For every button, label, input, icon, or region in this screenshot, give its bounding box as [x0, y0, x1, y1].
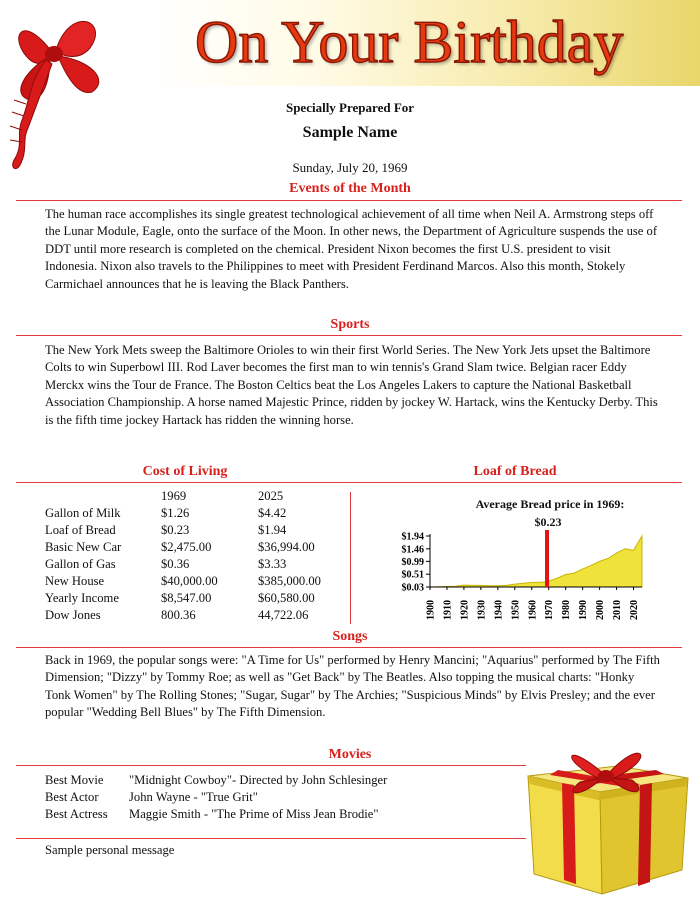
cost-2025-value: $3.33 [258, 557, 287, 571]
x-tick-label: 2020 [629, 600, 641, 620]
x-tick-label: 1930 [476, 600, 488, 620]
x-tick-label: 1990 [578, 600, 590, 620]
events-text: The human race accomplishes its single greatest technological achievement of all time when Neil A. Armstrong steps off the Lunar Module, Eagle, onto the surface of the Moon. In other news, the Department of Agriculture suspends the use of DDT until more research is completed on the chemical. President Nixon becomes the first U.S. president to visit Indonesia. Nixon also travels to the Philippines to meet with President Ferdinand Marcos. Also this month, Stokely Carmichael announces that he is leaving the Black Panthers. [45, 207, 658, 291]
divider [16, 482, 682, 483]
cost-2025-value: $1.94 [258, 523, 287, 537]
x-tick-label: 2010 [612, 600, 624, 620]
cost-1969-value: $0.36 [161, 557, 190, 571]
personal-message: Sample personal message [45, 843, 175, 857]
bread-chart-title: Average Bread price in 1969: [475, 497, 625, 511]
cost-2025-value: 44,722.06 [258, 608, 309, 622]
y-tick-label: $1.46 [401, 544, 424, 556]
cost-2025-value: $385,000.00 [258, 574, 321, 588]
cost-item-label: Yearly Income [45, 591, 119, 605]
x-tick-label: 2000 [595, 600, 607, 620]
bread-1969-highlight-bar [545, 530, 549, 587]
x-tick-label: 1970 [544, 600, 556, 620]
movies-heading: Movies [328, 747, 372, 762]
column-header-now: 2025 [258, 489, 284, 503]
movie-award-label: Best Actor [45, 790, 99, 804]
cost-item-label: New House [45, 574, 105, 588]
cost-2025-value: $4.42 [258, 506, 287, 520]
movie-award-label: Best Movie [45, 773, 104, 787]
cost-item-label: Dow Jones [45, 608, 101, 622]
movie-award-label: Best Actress [45, 807, 108, 821]
cost-1969-value: $8,547.00 [161, 591, 212, 605]
ribbon-bow-icon [0, 0, 120, 185]
songs-heading: Songs [332, 629, 368, 644]
column-header-then: 1969 [161, 489, 187, 503]
divider [16, 647, 682, 648]
divider [16, 200, 682, 201]
cost-1969-value: $0.23 [161, 523, 190, 537]
songs-text: Back in 1969, the popular songs were: "A Time for Us" performed by Henry Mancini; "Aquarius" performed by The Fifth Dimension; "Dizzy" by Tommy Roe; as well as "Get Back" by The Beatles. Also topping the musical charts: "Honky Tonk Women" by The Rolling Stones; "Sugar, Sugar" by The Archies; "Suspicious Minds" by Elvis Presley; and the ever popular "Wedding Bell Blues" by The Fifth Dimension. [45, 653, 660, 720]
cost-item-label: Gallon of Gas [45, 557, 116, 571]
movie-award-value: Maggie Smith - "The Prime of Miss Jean Brodie" [129, 807, 379, 821]
page-title: On Your Birthday [195, 9, 624, 75]
movies-list [45, 772, 525, 832]
x-tick-label: 1950 [510, 600, 522, 620]
cost-1969-value: 800.36 [161, 608, 196, 622]
sports-heading: Sports [330, 317, 370, 332]
x-tick-label: 1900 [425, 600, 437, 620]
recipient-name: Sample Name [302, 124, 398, 141]
gift-box-icon [522, 738, 692, 900]
y-tick-label: $0.51 [401, 569, 424, 581]
x-tick-label: 1960 [527, 600, 539, 620]
sports-text: The New York Mets sweep the Baltimore Orioles to win their first World Series. The New York Jets upset the Baltimore Colts to win Superbowl III. Rod Laver becomes the first man to win tennis's Grand Slam twice. Belgian racer Eddy Merckx wins the Tour de France. The Boston Celtics beat the Los Angeles Lakers to capture the National Basketball Association Championship. A horse named Majestic Prince, ridden by jockey W. Hartack, wins the Kentucky Derby. This is the fifth time jockey Hartack has ridden the winning horse. [45, 343, 658, 427]
bread-price-chart [390, 528, 650, 624]
cost-1969-value: $40,000.00 [161, 574, 218, 588]
cost-item-label: Gallon of Milk [45, 506, 121, 520]
y-tick-label: $0.99 [401, 556, 424, 568]
prepared-for-label: Specially Prepared For [285, 100, 415, 115]
cost-of-living-table [45, 488, 345, 628]
bread-highlight-label: $0.23 [534, 515, 562, 529]
movie-award-value: "Midnight Cowboy"- Directed by John Schlesinger [129, 773, 388, 787]
column-divider [350, 492, 351, 624]
loaf-of-bread-heading: Loaf of Bread [473, 464, 557, 479]
cost-1969-value: $1.26 [161, 506, 190, 520]
x-tick-label: 1920 [459, 600, 471, 620]
divider [16, 765, 526, 766]
cost-2025-value: $36,994.00 [258, 540, 315, 554]
birth-date: Sunday, July 20, 1969 [292, 160, 408, 175]
x-tick-label: 1910 [442, 600, 454, 620]
divider [16, 335, 682, 336]
cost-item-label: Loaf of Bread [45, 523, 116, 537]
movie-award-value: John Wayne - "True Grit" [129, 790, 258, 804]
bread-price-area [430, 536, 642, 587]
divider [16, 838, 526, 839]
cost-item-label: Basic New Car [45, 540, 122, 554]
cost-2025-value: $60,580.00 [258, 591, 315, 605]
y-tick-label: $1.94 [401, 531, 424, 543]
y-tick-label: $0.03 [401, 582, 424, 594]
x-tick-label: 1980 [561, 600, 573, 620]
cost-1969-value: $2,475.00 [161, 540, 212, 554]
cost-of-living-heading: Cost of Living [142, 464, 228, 479]
x-tick-label: 1940 [493, 600, 505, 620]
events-heading: Events of the Month [289, 181, 411, 196]
